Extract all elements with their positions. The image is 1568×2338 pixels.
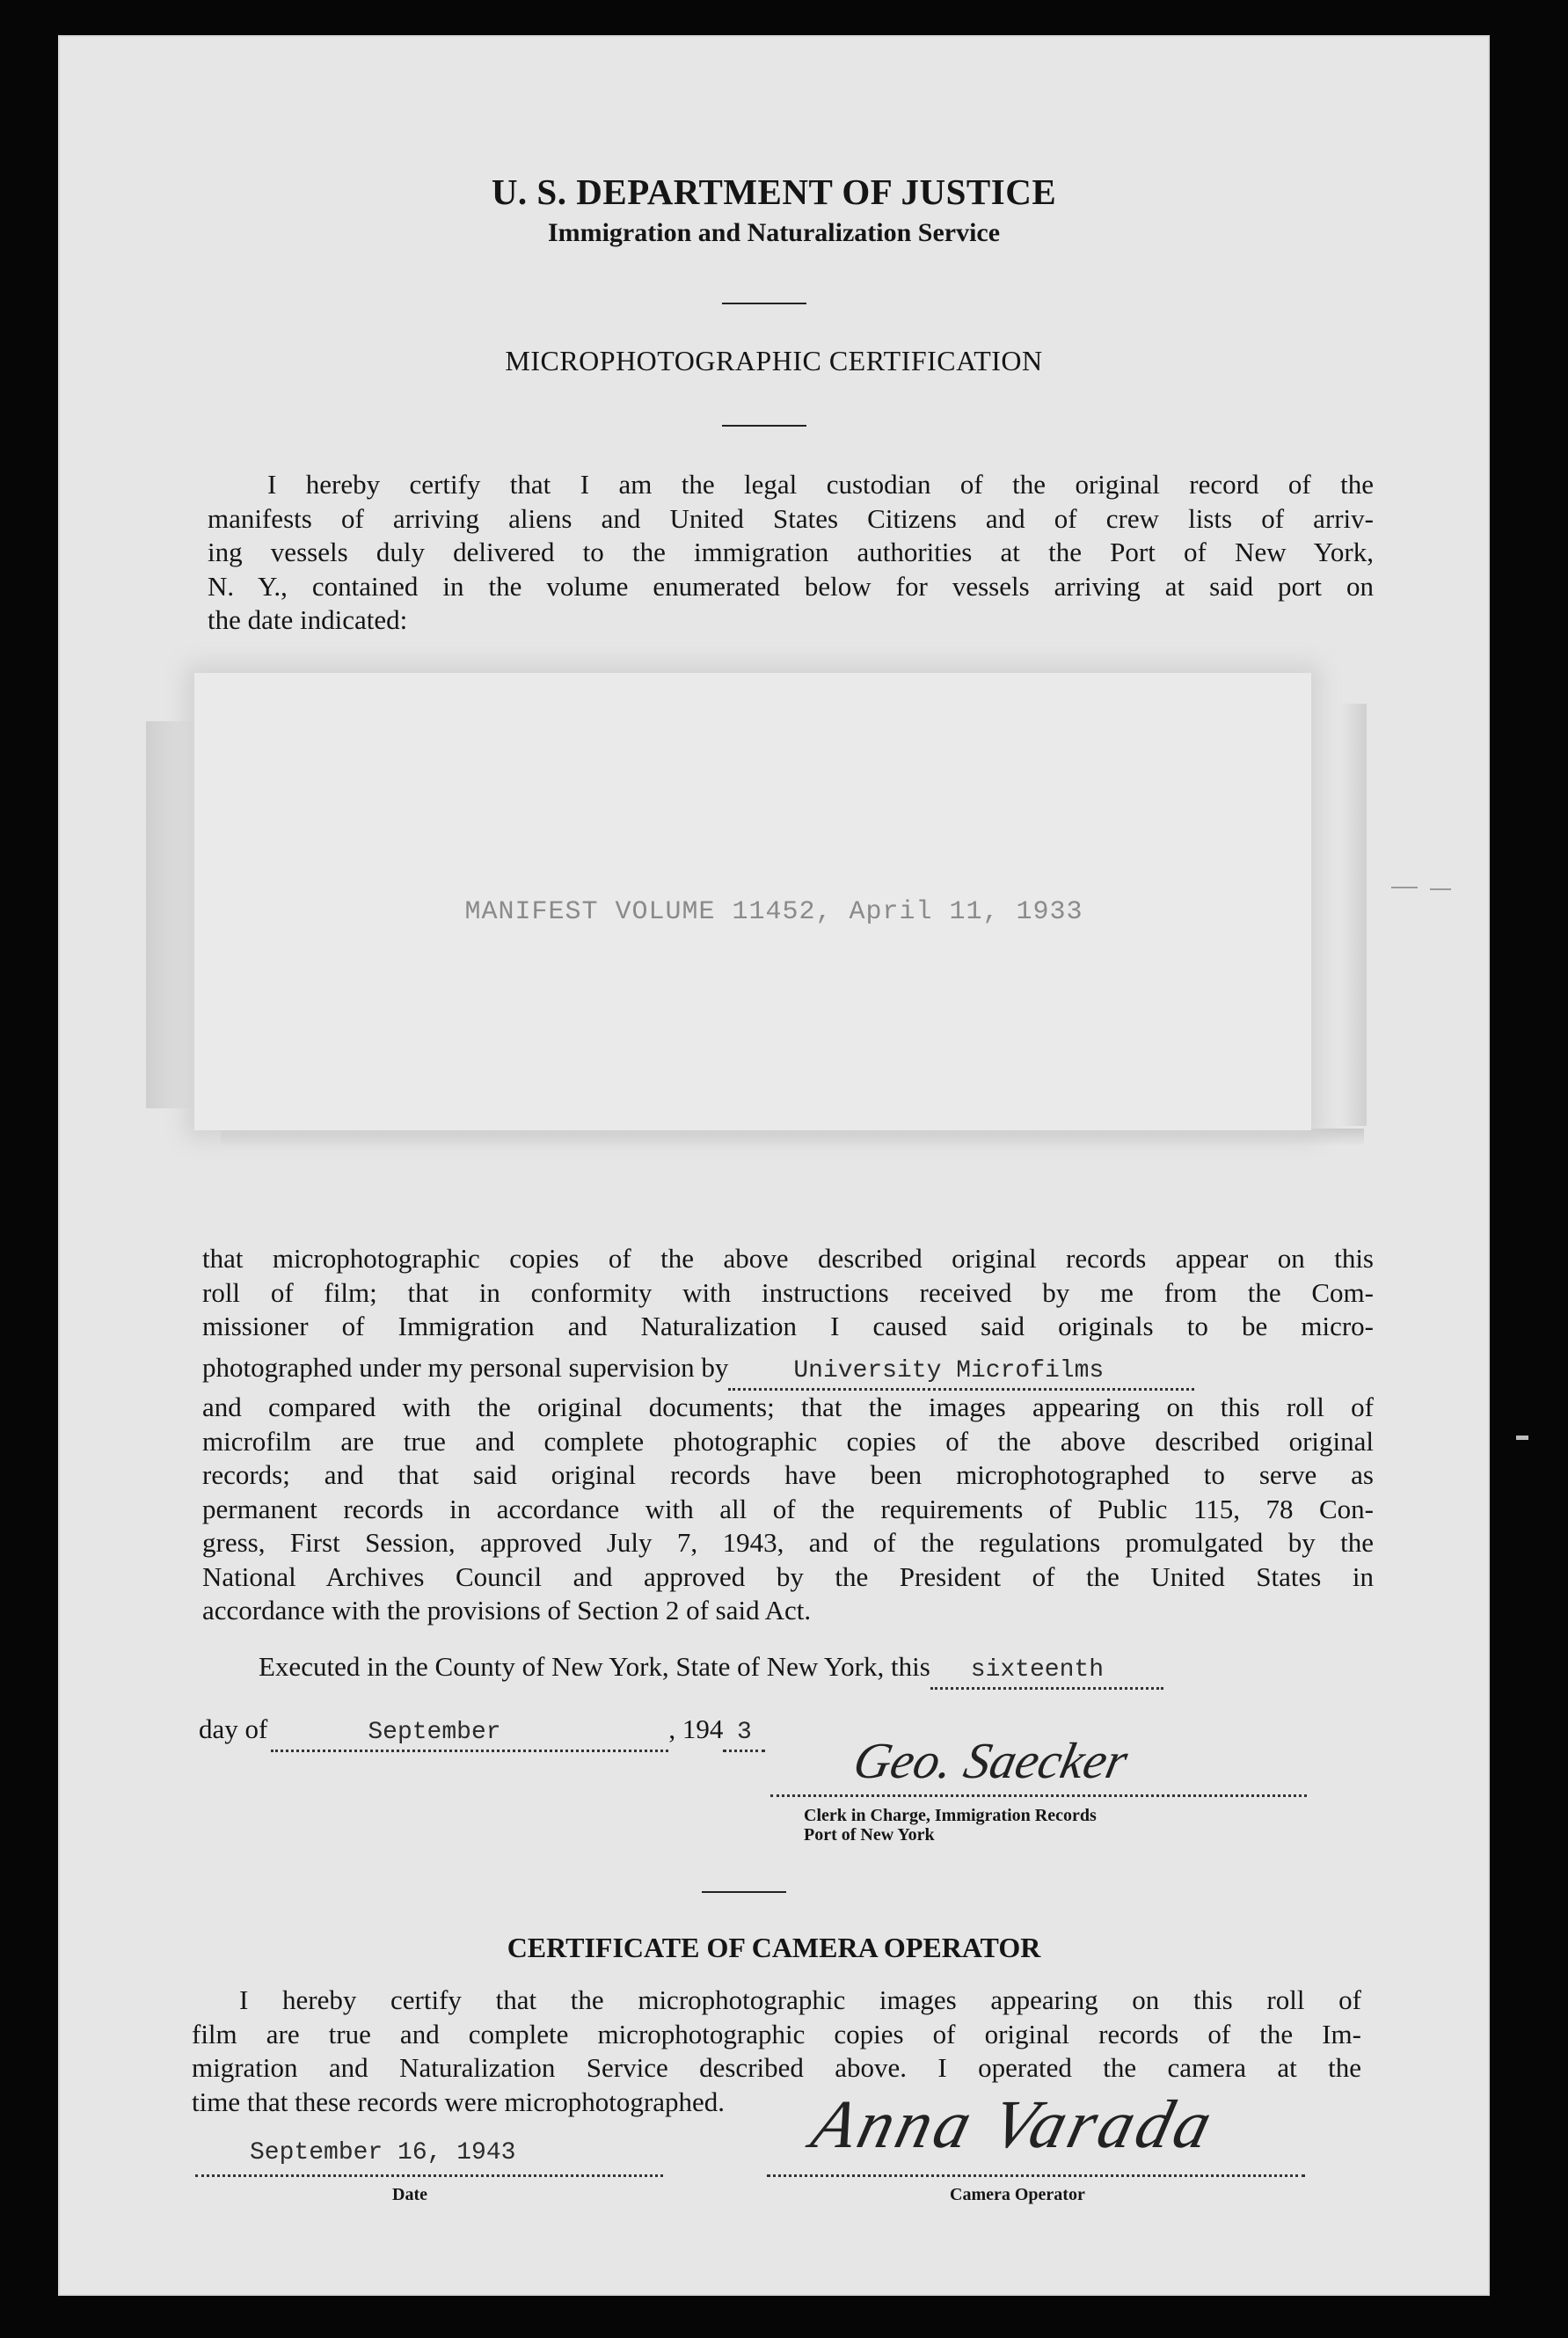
camera-operator-label: Camera Operator bbox=[950, 2185, 1085, 2204]
photographed-by-value: University Microfilms bbox=[793, 1356, 1105, 1385]
execution-day-field bbox=[930, 1654, 1163, 1690]
divider-rule bbox=[722, 425, 806, 427]
clerk-signature-line bbox=[770, 1794, 1307, 1797]
camera-operator-title: CERTIFICATE OF CAMERA OPERATOR bbox=[507, 1932, 1041, 1963]
intro-line: I hereby certify that I am the legal custodian of the original record of the bbox=[267, 469, 1374, 500]
body-line: records; and that said original records have been microphotographed to serve as bbox=[202, 1459, 1374, 1490]
certification-title: MICROPHOTOGRAPHIC CERTIFICATION bbox=[505, 345, 1043, 376]
edge-mark bbox=[1391, 887, 1418, 888]
body-line: that microphotographic copies of the above described original records appear on this bbox=[202, 1243, 1374, 1274]
execution-year-value: 3 bbox=[736, 1719, 752, 1746]
body-line: accordance with the provisions of Section 2 of said Act. bbox=[202, 1595, 812, 1626]
edge-mark bbox=[1516, 1436, 1528, 1440]
executed-line bbox=[259, 1650, 1163, 1690]
day-of-label: day of bbox=[199, 1713, 268, 1744]
body-line: roll of film; that in conformity with instructions received by me from the Com- bbox=[202, 1276, 1374, 1308]
certificate-sheet bbox=[58, 35, 1490, 2296]
day-of-line bbox=[199, 1713, 765, 1752]
body-line: and compared with the original documents; that the images appearing on this roll of bbox=[202, 1392, 1374, 1422]
photographed-by-field bbox=[728, 1355, 1194, 1392]
camera-date-value: September 16, 1943 bbox=[250, 2139, 516, 2166]
year-prefix: , 194 bbox=[668, 1713, 724, 1744]
operator-signature: Anna Varada bbox=[805, 2086, 1223, 2162]
intro-line: ing vessels duly delivered to the immigration authorities at the Port of New York, bbox=[208, 537, 1374, 567]
clerk-signature: Geo. Saecker bbox=[849, 1732, 1134, 1789]
body-line: missioner of Immigration and Naturalization I caused said originals to be micro- bbox=[202, 1311, 1374, 1341]
camera-date-label: Date bbox=[392, 2185, 427, 2204]
photographed-by-prefix: photographed under my personal supervision by bbox=[202, 1351, 729, 1383]
body-paragraph bbox=[202, 1242, 1374, 1628]
edge-mark bbox=[1430, 888, 1451, 890]
body-line: permanent records in accordance with all of the requirements of Public 115, 78 Con- bbox=[202, 1493, 1374, 1524]
manifest-volume-text: MANIFEST VOLUME 11452, April 11, 1933 bbox=[464, 897, 1083, 927]
camera-line: I hereby certify that the microphotographic images appearing on this roll of bbox=[239, 1984, 1361, 2015]
clerk-title: Clerk in Charge, Immigration Records Port of New York bbox=[804, 1806, 1097, 1845]
body-line: gress, First Session, approved July 7, 1943, and of the regulations promulgated by the bbox=[202, 1527, 1374, 1558]
camera-line: film are true and complete microphotographic copies of original records of the Im- bbox=[192, 2018, 1361, 2049]
slip-shadow bbox=[221, 1129, 1364, 1146]
service-subheading: Immigration and Naturalization Service bbox=[547, 218, 1001, 247]
execution-month-field bbox=[271, 1716, 668, 1752]
camera-line: time that these records were microphotographed. bbox=[192, 2086, 725, 2117]
divider-rule bbox=[702, 1891, 786, 1893]
operator-signature-line bbox=[767, 2174, 1305, 2177]
intro-paragraph bbox=[208, 468, 1374, 638]
divider-rule bbox=[722, 303, 806, 304]
body-line: National Archives Council and approved by the President of the United States in bbox=[202, 1560, 1374, 1592]
camera-date-line bbox=[195, 2174, 663, 2177]
intro-line: N. Y., contained in the volume enumerated below for vessels arriving at said port on bbox=[208, 570, 1374, 602]
executed-prefix: Executed in the County of New York, State of New York, this bbox=[259, 1651, 930, 1682]
department-heading: U. S. DEPARTMENT OF JUSTICE bbox=[491, 172, 1057, 212]
execution-month-value: September bbox=[368, 1719, 501, 1746]
execution-day-value: sixteenth bbox=[970, 1656, 1104, 1684]
body-line: microfilm are true and complete photographic copies of the above described original bbox=[202, 1425, 1374, 1457]
execution-year-field bbox=[723, 1716, 765, 1752]
photographed-by-line bbox=[202, 1351, 1374, 1392]
intro-line: manifests of arriving aliens and United States Citizens and of crew lists of arriv- bbox=[208, 502, 1374, 534]
camera-line: migration and Naturalization Service described above. I operated the camera at the bbox=[192, 2052, 1361, 2083]
intro-line: the date indicated: bbox=[208, 604, 408, 635]
